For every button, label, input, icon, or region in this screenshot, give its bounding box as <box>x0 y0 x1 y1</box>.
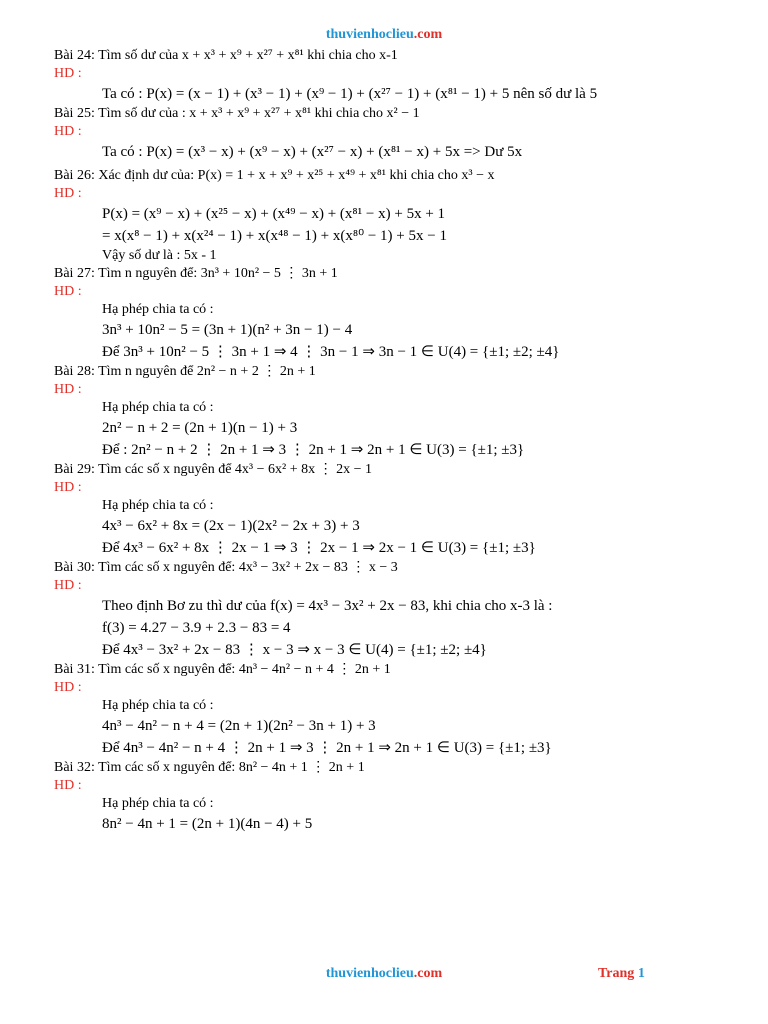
hint-label: HD : <box>54 66 82 81</box>
hint-label: HD : <box>54 284 82 299</box>
footer-site-tld: .com <box>413 966 443 981</box>
hint-label: HD : <box>54 778 82 793</box>
text-line: 4x³ − 6x² + 8x = (2x − 1)(2x² − 2x + 3) + 3 <box>102 518 360 534</box>
header-site-name: thuvienhoclieu <box>325 27 414 42</box>
text-line: Theo định Bơ zu thì dư của f(x) = 4x³ − 3x² + 2x − 83, khi chia cho x-3 là : <box>102 598 553 614</box>
document-body <box>54 47 748 835</box>
page-label: Trang <box>598 966 638 981</box>
text-line: Vậy số dư là : 5x - 1 <box>102 248 217 263</box>
text-line: Bài 28: Tìm n nguyên để 2n² − n + 2 ⋮ 2n + 1 <box>54 364 316 379</box>
text-line: Để 3n³ + 10n² − 5 ⋮ 3n + 1 ⇒ 4 ⋮ 3n − 1 ⇒ 3n − 1 ∈ U(4) = {±1; ±2; ±4} <box>102 344 560 360</box>
text-line: Hạ phép chia ta có : <box>102 698 214 713</box>
text-line: Ta có : P(x) = (x³ − x) + (x⁹ − x) + (x²⁷ − x) + (x⁸¹ − x) + 5x => Dư 5x <box>102 144 523 160</box>
text-line: Bài 29: Tìm các số x nguyên để 4x³ − 6x² + 8x ⋮ 2x − 1 <box>54 462 373 477</box>
header-site-tld: .com <box>413 27 443 42</box>
hint-label: HD : <box>54 480 82 495</box>
footer-site-link[interactable] <box>0 966 768 982</box>
text-line: f(3) = 4.27 − 3.9 + 2.3 − 83 = 4 <box>102 620 291 636</box>
text-line: Bài 26: Xác định dư của: P(x) = 1 + x + x⁹ + x²⁵ + x⁴⁹ + x⁸¹ khi chia cho x³ − x <box>54 168 495 183</box>
text-line: Bài 25: Tìm số dư của : x + x³ + x⁹ + x²⁷ + x⁸¹ khi chia cho x² − 1 <box>54 106 420 121</box>
text-line: Bài 31: Tìm các số x nguyên để: 4n³ − 4n² − n + 4 ⋮ 2n + 1 <box>54 662 391 677</box>
text-line: Để 4x³ − 6x² + 8x ⋮ 2x − 1 ⇒ 3 ⋮ 2x − 1 ⇒ 2x − 1 ∈ U(3) = {±1; ±3} <box>102 540 536 556</box>
text-line: Để 4n³ − 4n² − n + 4 ⋮ 2n + 1 ⇒ 3 ⋮ 2n + 1 ⇒ 2n + 1 ∈ U(3) = {±1; ±3} <box>102 740 552 756</box>
text-line: Ta có : P(x) = (x − 1) + (x³ − 1) + (x⁹ − 1) + (x²⁷ − 1) + (x⁸¹ − 1) + 5 nên số dư là 5 <box>102 86 598 102</box>
hint-label: HD : <box>54 382 82 397</box>
text-line: Bài 30: Tìm các số x nguyên để: 4x³ − 3x² + 2x − 83 ⋮ x − 3 <box>54 560 398 575</box>
site-header[interactable] <box>0 27 768 43</box>
text-line: Hạ phép chia ta có : <box>102 498 214 513</box>
page-number-value: 1 <box>637 966 645 981</box>
text-line: Bài 32: Tìm các số x nguyên để: 8n² − 4n + 1 ⋮ 2n + 1 <box>54 760 365 775</box>
text-line: 2n² − n + 2 = (2n + 1)(n − 1) + 3 <box>102 420 298 436</box>
text-line: P(x) = (x⁹ − x) + (x²⁵ − x) + (x⁴⁹ − x) + (x⁸¹ − x) + 5x + 1 <box>102 206 446 222</box>
text-line: Để : 2n² − n + 2 ⋮ 2n + 1 ⇒ 3 ⋮ 2n + 1 ⇒ 2n + 1 ∈ U(3) = {±1; ±3} <box>102 442 525 458</box>
text-line: Bài 24: Tìm số dư của x + x³ + x⁹ + x²⁷ + x⁸¹ khi chia cho x-1 <box>54 48 398 63</box>
text-line: Bài 27: Tìm n nguyên để: 3n³ + 10n² − 5 ⋮ 3n + 1 <box>54 266 338 281</box>
text-line: Để 4x³ − 3x² + 2x − 83 ⋮ x − 3 ⇒ x − 3 ∈ U(4) = {±1; ±2; ±4} <box>102 642 487 658</box>
hint-label: HD : <box>54 680 82 695</box>
hint-label: HD : <box>54 186 82 201</box>
text-line: Hạ phép chia ta có : <box>102 796 214 811</box>
text-line: 8n² − 4n + 1 = (2n + 1)(4n − 4) + 5 <box>102 816 313 832</box>
text-line: Hạ phép chia ta có : <box>102 400 214 415</box>
text-line: 4n³ − 4n² − n + 4 = (2n + 1)(2n² − 3n + 1) + 3 <box>102 718 376 734</box>
footer-site-name: thuvienhoclieu <box>325 966 414 981</box>
hint-label: HD : <box>54 578 82 593</box>
text-line: 3n³ + 10n² − 5 = (3n + 1)(n² + 3n − 1) − 4 <box>102 322 353 338</box>
text-line: = x(x⁸ − 1) + x(x²⁴ − 1) + x(x⁴⁸ − 1) + x(x⁸⁰ − 1) + 5x − 1 <box>102 228 447 244</box>
page-number <box>598 966 645 982</box>
text-line: Hạ phép chia ta có : <box>102 302 214 317</box>
hint-label: HD : <box>54 124 82 139</box>
